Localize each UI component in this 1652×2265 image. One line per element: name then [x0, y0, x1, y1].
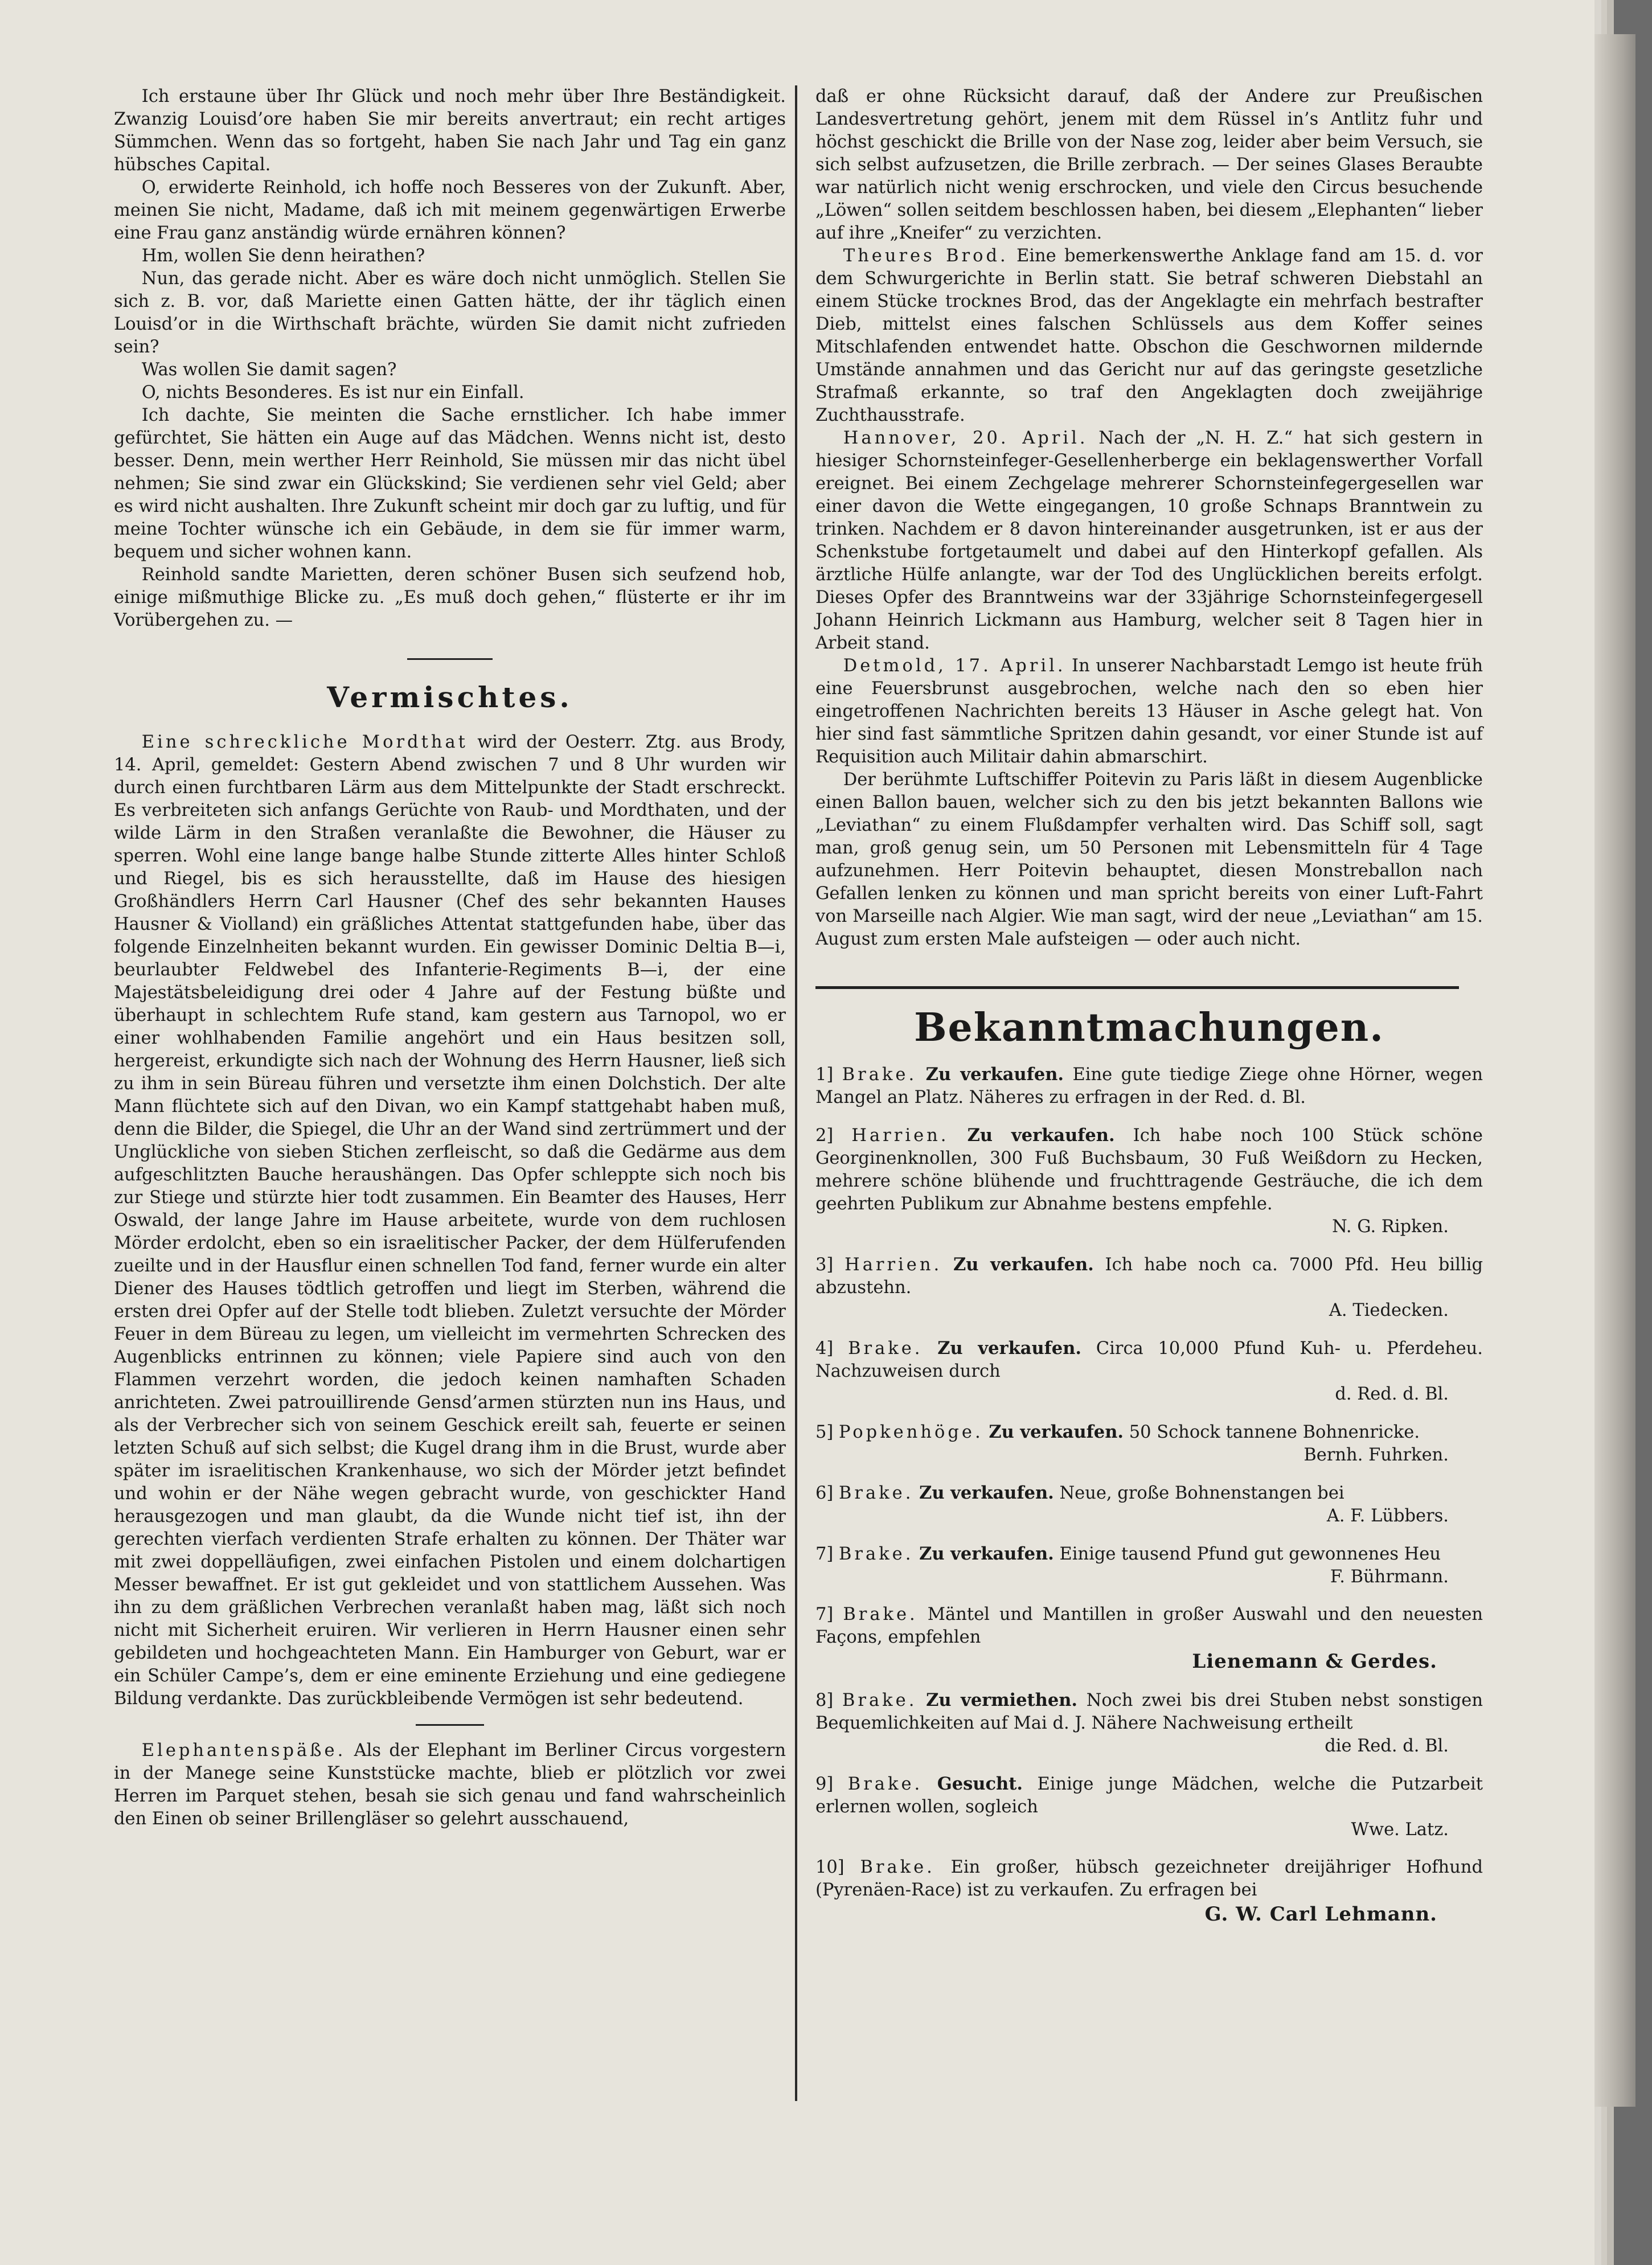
- announcement-body: Noch zwei bis drei Stuben nebst sonstigen Bequemlichkeiten auf Mai d. J. Nähere Nachweisung ertheilt: [815, 1690, 1483, 1733]
- announcement-place: Brake.: [839, 1483, 914, 1503]
- news-body: In unserer Nachbarstadt Lemgo ist heute früh eine Feuersbrunst ausgebrochen, welche nach den so eben hier eingetroffenen Nachrichten bereits 13 Häuser in Asche gelegt hat. Von hier sind fast sämmtliche Spritzen dahin gesandt, vor einer Stunde ist auf Requisition auch Militair dahin abmarschirt.: [815, 656, 1483, 767]
- news-body: Eine bemerkenswerthe Anklage fand am 15. d. vor dem Schwurgerichte in Berlin statt. Sie betraf schweren Diebstahl an einem Stücke trocknes Brod, das der Angeklagte ein mehrfach bestrafter Dieb, mittelst eines falschen Schlüssels aus dem Koffer seines Mitschlafenden entwendet hatte. Obschon die Geschwornen mildernde Umstände annahmen und das Gericht nur auf das geringste gesetzliche Strafmaß erkannte, so traf den Angeklagten doch zweijährige Zuchthausstrafe.: [815, 246, 1483, 425]
- announcement-title: Zu verkaufen.: [937, 1338, 1081, 1359]
- announcement-body: Ich habe noch 100 Stück schöne Georginenknollen, 300 Fuß Buchsbaum, 30 Fuß Weißdorn zu Hecken, mehrere schöne blühende und fruchttragende Gesträuche, die ich dem geehrten Publikum zur Abnahme bestens empfehle.: [815, 1126, 1483, 1214]
- announcement-text: [815, 1482, 1483, 1505]
- announcement-item: [815, 1603, 1483, 1674]
- announcement-place: Harrien.: [845, 1255, 942, 1275]
- announcement-body: Eine gute tiedige Ziege ohne Hörner, wegen Mangel an Platz. Näheres zu erfragen in der Red. d. Bl.: [815, 1065, 1483, 1107]
- announcement-item: [815, 1063, 1483, 1109]
- announcement-body: Mäntel und Mantillen in großer Auswahl und den neuesten Façons, empfehlen: [815, 1605, 1483, 1647]
- announcement-number: 5]: [815, 1422, 834, 1442]
- announcement-text: [815, 1542, 1483, 1566]
- announcement-title: Zu verkaufen.: [989, 1422, 1124, 1442]
- announcement-number: 4]: [815, 1339, 834, 1359]
- announcement-body: Einige tausend Pfund gut gewonnenes Heu: [1059, 1544, 1441, 1564]
- news-lead: Detmold, 17. April.: [843, 656, 1066, 676]
- announcement-number: 1]: [815, 1065, 834, 1085]
- announcement-signature: F. Bührmann.: [1330, 1567, 1449, 1587]
- story-paragraph: Ich erstaune über Ihr Glück und noch mehr über Ihre Beständigkeit. Zwanzig Louisd’ore haben Sie mir bereits anvertraut; ein recht artiges Sümmchen. Wenn das so fortgeht, haben Sie nach Jahr und Tag ein ganz hübsches Capital.: [114, 87, 786, 175]
- announcement-item: [815, 1421, 1483, 1467]
- article-body: wird der Oesterr. Ztg. aus Brody, 14. April, gemeldet: Gestern Abend zwischen 7 und 8 Uhr wurden wir durch einen furchtbaren Lärm aus dem Mittelpunkte der Stadt erschreckt. Es verbreiteten sich anfangs Gerüchte von Raub- und Mordthaten, und der wilde Lärm in den Straßen veranlaßte die Bewohner, die Häuser zu sperren. Wohl eine lange bange halbe Stunde zitterte Alles hinter Schloß und Riegel, bis es sich herausstellte, daß im Hause des hiesigen Großhändlers Herrn Carl Hausner (Chef des sehr bekannten Hauses Hausner & Violland) ein gräßliches Attentat stattgefunden habe, über das folgende Einzelnheiten bekannt wurden. Ein gewisser Dominic Deltia B—i, beurlaubter Feldwebel des Infanterie-Regiments B—i, der eine Majestätsbeleidigung drei oder 4 Jahre auf der Festung büßte und überhaupt in schlechtem Rufe stand, kam gestern aus Tarnopol, wo er einer wohlhabenden Familie angehört und ein Haus besitzen soll, hergereist, erkundigte sich nach der Wohnung des Herrn Hausner, ließ sich zu ihm in sein Büreau führen und versetzte ihm einen Dolchstich. Der alte Mann flüchtete sich auf den Divan, wo ein Kampf stattgehabt haben muß, denn die Bilder, die Spiegel, die Uhr an der Wand sind zertrümmert und der Unglückliche von sieben Stichen zerfleischt, so daß die Gedärme aus dem aufgeschlitzten Bauche heraushängen. Das Opfer schleppte sich noch bis zur Stiege und stürzte hier todt zusammen. Ein Beamter des Hauses, Herr Oswald, der lange Jahre im Hause arbeitete, wurde von dem ruchlosen Mörder erdolcht, eben so ein israelitischer Packer, der dem Hülferufenden zueilte und in der Hausflur einen schnellen Tod fand, ferner wurde ein alter Diener des Hauses tödtlich getroffen und liegt im Sterben, während die ersten drei Opfer auf der Stelle todt blieben. Zuletzt versuchte der Mörder Feuer in dem Büreau zu legen, um vielleicht im vermehrten Schrecken des Augenblicks entrinnen zu können; viele Papiere sind auch von den Flammen verzehrt worden, die jedoch keinen namhaften Schaden anrichteten. Zwei patrouillirende Gensd’armen stürzten nun ins Haus, und als der Verbrecher sich von seinem Geschick ereilt sah, feuerte er seinen letzten Schuß auf sich selbst; die Kugel drang ihm in die Brust, wurde aber später im israelitischen Krankenhause, wo sich der Mörder jetzt befindet und wohin er der Nähe wegen gebracht wurde, von geschickter Hand herausgezogen und man glaubt, da die Wunde nicht tief ist, ihn der gerechten vierfach verdienten Strafe erhalten zu können. Der Thäter war mit zwei doppelläufigen, zwei einfachen Pistolen und einem dolchartigen Messer bewaffnet. Er ist gut gekleidet und von stattlichem Aussehen. Was ihn zu dem gräßlichen Verbrechen veranlaßt haben mag, läßt sich noch nicht mit Sicherheit eruiren. Wir verlieren in Herrn Hausner einen sehr gebildeten und hochgeachteten Mann. Ein Hamburger von Geburt, war er ein Schüler Campe’s, dem er eine eminente Erziehung und eine gediegene Bildung verdankte. Das zurückbleibende Vermögen ist sehr bedeutend.: [114, 732, 786, 1709]
- announcement-text: [815, 1421, 1483, 1444]
- announcement-place: Brake.: [847, 1774, 923, 1794]
- announcement-title: Zu verkaufen.: [953, 1254, 1094, 1275]
- announcement-signature: Bernh. Fuhrken.: [1303, 1445, 1449, 1465]
- news-item: [815, 427, 1483, 655]
- article-lead: Eine schreckliche Mordthat: [141, 732, 468, 752]
- announcement-text: [815, 1063, 1483, 1109]
- announcement-item: [815, 1689, 1483, 1758]
- announcement-body: Neue, große Bohnenstangen bei: [1059, 1483, 1344, 1503]
- announcement-place: Brake.: [860, 1857, 935, 1877]
- announcement-number: 9]: [815, 1774, 834, 1794]
- announcement-title: Zu vermiethen.: [926, 1690, 1078, 1710]
- announcements-rule: [815, 986, 1459, 989]
- news-lead: Theures Brod.: [843, 246, 1009, 266]
- announcement-text: [815, 1772, 1483, 1819]
- announcement-item: [815, 1856, 1483, 1927]
- announcement-text: [815, 1856, 1483, 1902]
- column-divider: [795, 85, 797, 2101]
- announcement-text: [815, 1337, 1483, 1383]
- announcements-list: [815, 1063, 1483, 1927]
- announcement-signature: G. W. Carl Lehmann.: [1204, 1903, 1437, 1926]
- announcement-text: [815, 1124, 1483, 1216]
- announcement-place: Brake.: [843, 1605, 918, 1624]
- announcement-item: [815, 1482, 1483, 1528]
- announcement-place: Popkenhöge.: [839, 1422, 983, 1442]
- story-paragraph: O, nichts Besonderes. Es ist nur ein Einfall.: [141, 383, 524, 403]
- announcement-number: 6]: [815, 1483, 834, 1503]
- announcement-signature: A. Tiedecken.: [1329, 1300, 1449, 1320]
- announcement-number: 8]: [815, 1690, 834, 1710]
- story-paragraph: Was wollen Sie damit sagen?: [141, 360, 397, 380]
- left-column: [114, 85, 786, 1831]
- article-rule: [416, 1724, 484, 1726]
- announcement-signature: A. F. Lübbers.: [1326, 1506, 1449, 1526]
- article-body: Als der Elephant im Berliner Circus vorgestern in der Manege seine Kunststücke machte, blieb er plötzlich vor zwei Herren im Parquet stehen, besah sie sich genau und fand wahrscheinlich den Einen ob seiner Brillengläser so gelehrt ausschauend,: [114, 1741, 786, 1829]
- announcement-number: 10]: [815, 1857, 845, 1877]
- announcement-item: [815, 1772, 1483, 1841]
- announcement-title: Zu verkaufen.: [919, 1544, 1054, 1564]
- announcement-number: 3]: [815, 1255, 834, 1275]
- story-paragraph: Ich dachte, Sie meinten die Sache ernstlicher. Ich habe immer gefürchtet, Sie hätten ein Auge auf das Mädchen. Wenns nicht ist, desto besser. Denn, mein werther Herr Reinhold, Sie müssen mir das nicht übel nehmen; Sie sind zwar ein Glückskind; Sie verdienen sehr viel Geld; aber es wird nicht aushalten. Ihre Zukunft scheint mir doch gar zu luftig, und für meine Tochter wünsche ich ein Gebäude, in dem sie für immer warm, bequem und sicher wohnen kann.: [114, 405, 786, 562]
- announcement-text: [815, 1603, 1483, 1649]
- announcement-title: Gesucht.: [937, 1774, 1023, 1794]
- announcement-place: Brake.: [842, 1690, 917, 1710]
- story-paragraph: O, erwiderte Reinhold, ich hoffe noch Besseres von der Zukunft. Aber, meinen Sie nicht, Madame, daß ich mit meinem gegenwärtigen Erwerbe eine Frau ganz anständig würde ernähren können?: [114, 178, 786, 243]
- announcement-text: [815, 1253, 1483, 1299]
- announcement-signature: N. G. Ripken.: [1332, 1217, 1449, 1237]
- announcement-body: Ich habe noch ca. 7000 Pfd. Heu billig abzustehn.: [815, 1255, 1483, 1298]
- section-heading-vermischtes: Vermischtes.: [327, 680, 573, 714]
- announcement-place: Harrien.: [851, 1126, 949, 1146]
- announcement-item: [815, 1124, 1483, 1238]
- announcement-signature: Wwe. Latz.: [1351, 1820, 1449, 1840]
- announcement-title: Zu verkaufen.: [925, 1064, 1064, 1085]
- announcement-item: [815, 1253, 1483, 1322]
- announcement-place: Brake.: [842, 1065, 917, 1085]
- announcement-signature: Lienemann & Gerdes.: [1192, 1650, 1437, 1673]
- news-lead: Hannover, 20. April.: [843, 428, 1088, 448]
- story-paragraph: Reinhold sandte Marietten, deren schöner Busen sich seufzend hob, einige mißmuthige Blicke zu. „Es muß doch gehen,“ flüsterte er ihr im Vorübergehen zu. —: [114, 565, 786, 630]
- announcement-title: Zu verkaufen.: [919, 1483, 1054, 1503]
- announcement-number: 7]: [815, 1544, 834, 1564]
- article-murder: [114, 731, 786, 1710]
- announcements-heading: Bekanntmachungen.: [914, 1005, 1384, 1051]
- announcement-body: 50 Schock tannene Bohnenricke.: [1129, 1422, 1420, 1442]
- article-elephant-continued: daß er ohne Rücksicht darauf, daß der Andere zur Preußischen Landesvertretung gehört, jenem mit dem Rüssel in’s Antlitz fuhr und höchst geschickt die Brille von der Nase zog, leider aber beim Versuch, sie sich selbst aufzusetzen, die Brille zerbrach. — Der seines Glases Beraubte war natürlich nicht wenig erschrocken, und viele den Circus besuchende „Löwen“ sollen seitdem beschlossen haben, bei diesem „Elephanten“ lieber auf ihre „Kneifer“ zu verzichten.: [815, 87, 1483, 243]
- story-paragraph: Hm, wollen Sie denn heirathen?: [141, 246, 425, 266]
- news-body: Der berühmte Luftschiffer Poitevin zu Paris läßt in diesem Augenblicke einen Ballon bauen, welcher sich zu den bis jetzt bekannten Ballons wie „Leviathan“ zu einem Flußdampfer verhalten wird. Das Schiff soll, sagt man, groß genug sein, um 50 Personen mit Lebensmitteln für 4 Tage aufzunehmen. Herr Poitevin behauptet, diesen Monstreballon nach Gefallen lenken zu können und man spricht bereits von einer Luft-Fahrt von Marseille nach Algier. Wie man sagt, wird der neue „Leviathan“ am 15. August zum ersten Male aufsteigen — oder auch nicht.: [815, 770, 1483, 949]
- announcement-body: Einige junge Mädchen, welche die Putzarbeit erlernen wollen, sogleich: [815, 1774, 1483, 1817]
- announcement-number: 2]: [815, 1126, 834, 1146]
- announcement-place: Brake.: [848, 1339, 923, 1359]
- announcement-place: Brake.: [839, 1544, 914, 1564]
- section-rule: [407, 658, 493, 660]
- news-item: [815, 655, 1483, 769]
- page-edge-stack: [1594, 34, 1635, 2107]
- announcement-body: Ein großer, hübsch gezeichneter dreijähriger Hofhund (Pyrenäen-Race) ist zu verkaufen. Zu erfragen bei: [815, 1857, 1483, 1900]
- story-paragraph: Nun, das gerade nicht. Aber es wäre doch nicht unmöglich. Stellen Sie sich z. B. vor, daß Mariette einen Gatten hätte, der ihr täglich einen Louisd’or in die Wirthschaft brächte, würden Sie damit nicht zufrieden sein?: [114, 269, 786, 357]
- announcement-title: Zu verkaufen.: [967, 1125, 1115, 1146]
- announcement-item: [815, 1337, 1483, 1406]
- announcement-signature: die Red. d. Bl.: [1325, 1736, 1449, 1756]
- announcement-item: [815, 1542, 1483, 1589]
- news-body: Nach der „N. H. Z.“ hat sich gestern in hiesiger Schornsteinfeger-Gesellenherberge ein beklagenswerther Vorfall ereignet. Bei einem Zechgelage mehrerer Schornsteinfegergesellen war einer davon die Wette eingegangen, 10 große Schnaps Branntwein zu trinken. Nachdem er 8 davon hintereinander ausgetrunken, ist er aus der Schenkstube fortgetaumelt und dabei auf den Hinterkopf gefallen. Als ärztliche Hülfe anlangte, war der Tod des Unglücklichen bereits erfolgt. Dieses Opfer des Branntweins war der 33jährige Schornsteinfegergesell Johann Heinrich Lickmann aus Hamburg, welcher seit 8 Tagen hier in Arbeit stand.: [815, 428, 1483, 653]
- news-item: [815, 769, 1483, 951]
- right-column: [815, 85, 1483, 1942]
- announcement-signature: d. Red. d. Bl.: [1335, 1384, 1449, 1404]
- announcement-text: [815, 1689, 1483, 1735]
- article-lead: Elephantenspäße.: [141, 1741, 346, 1761]
- announcement-number: 7]: [815, 1605, 834, 1624]
- announcement-body: Circa 10,000 Pfund Kuh- u. Pferdeheu. Nachzuweisen durch: [815, 1339, 1483, 1381]
- article-elephant: [114, 1739, 786, 1831]
- news-item: [815, 245, 1483, 427]
